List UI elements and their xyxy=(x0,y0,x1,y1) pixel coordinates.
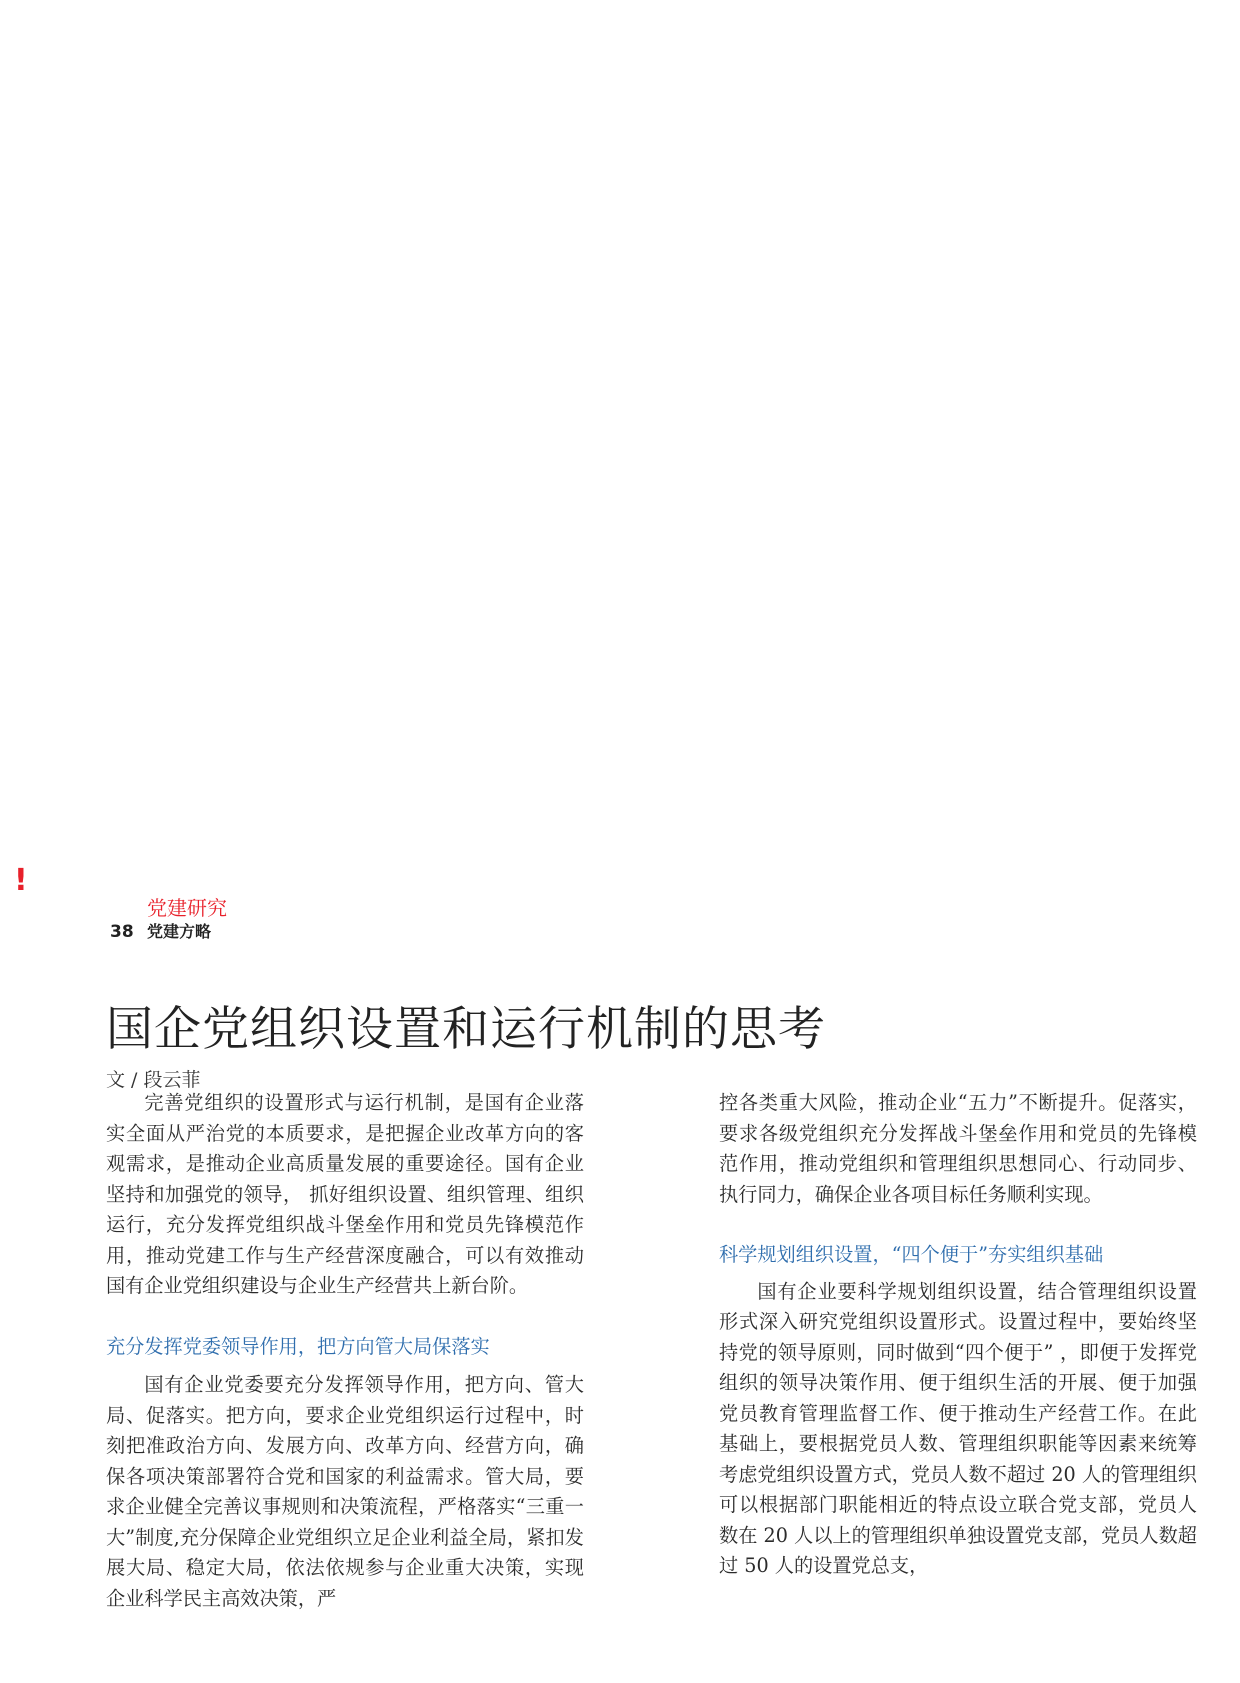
author-byline: 文 / 段云菲 xyxy=(106,1069,201,1091)
section2-heading: 科学规划组织设置，“四个便于”夯实组织基础 xyxy=(719,1243,1104,1266)
intro-paragraph: 完善党组织的设置形式与运行机制，是国有企业落实全面从严治党的本质要求，是把握企业改革方向的客观需求，是推动企业高质量发展的重要途径。国有企业坚持和加强党的领导， 抓好组织设置、组织管理、组织运行，充分发挥党组织战斗堡垒作用和党员先锋模范作用，推动党建工作与生产经营深度融合，可以有效推动国有企业党组织建设与企业生产经营共上新台阶。 xyxy=(106,1091,584,1297)
section1-paragraph: 国有企业党委要充分发挥领导作用，把方向、管大局、促落实。把方向，要求企业党组织运行过程中，时刻把准政治方向、发展方向、改革方向、经营方向，确保各项决策部署符合党和国家的利益需求。管大局，要求企业健全完善议事规则和决策流程，严格落实“三重一大”制度,充分保障企业党组织立足企业利益全局，紧扣发展大局、稳定大局，依法依规参与企业重大决策，实现企业科学民主高效决策，严 xyxy=(106,1373,584,1610)
section1-continued-paragraph: 控各类重大风险，推动企业“五力”不断提升。促落实，要求各级党组织充分发挥战斗堡垒作用和党员的先锋模范作用，推动党组织和管理组织思想同心、行动同步、执行同力，确保企业各项目标任务顺利实现。 xyxy=(719,1091,1197,1206)
section-label: 党建研究 xyxy=(147,896,227,920)
left-column xyxy=(106,1088,584,1614)
right-column xyxy=(719,1088,1197,1582)
section2-paragraph: 国有企业要科学规划组织设置，结合管理组织设置形式深入研究党组织设置形式。设置过程中，要始终坚持党的领导原则，同时做到“四个便于” ，即便于发挥党组织的领导决策作用、便于组织生活的开展、便于加强党员教育管理监督工作、便于推动生产经营工作。在此基础上，要根据党员人数、管理组织职能等因素来统筹考虑党组织设置方式，党员人数不超过 20 人的管理组织可以根据部门职能相近的特点设立联合党支部，党员人数在 20 人以上的管理组织单独设置党支部，党员人数超过 50 人的设置党总支， xyxy=(719,1279,1197,1577)
article-title: 国企党组织设置和运行机制的思考 xyxy=(106,1002,826,1057)
page-number: 38 xyxy=(110,922,134,942)
section1-heading: 充分发挥党委领导作用，把方向管大局保落实 xyxy=(106,1334,490,1358)
page-section-name: 党建方略 xyxy=(147,922,212,941)
red-exclamation-mark: ! xyxy=(14,863,28,898)
